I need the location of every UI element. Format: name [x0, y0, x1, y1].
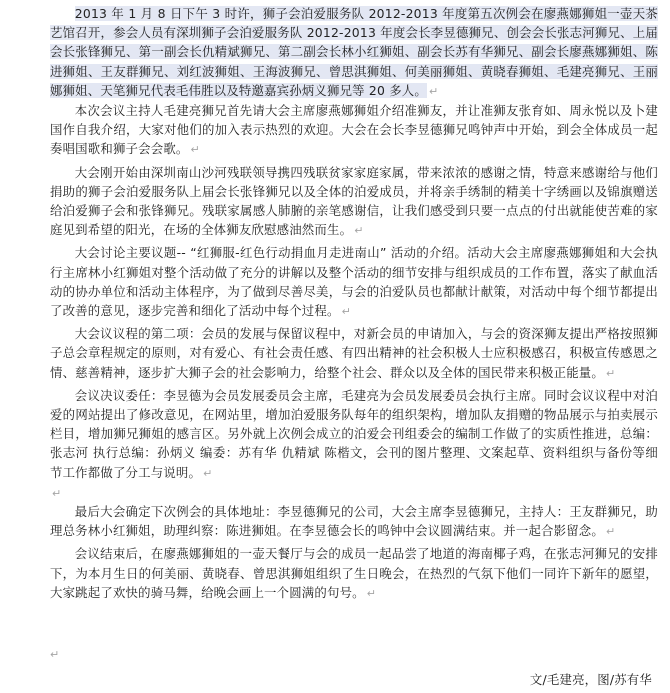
paragraph-resolutions	[50, 386, 658, 483]
paragraph-mark-icon: ↵	[190, 143, 200, 157]
paragraph-text: 会议结束后，在廖燕娜狮姐的一壶天餐厅与会的成员一起品尝了地道的海南椰子鸡，在张志河狮兄的安排下，为本月生日的何美丽、黄晓春、曾思淇狮姐组织了生日晚会，在热烈的气氛下他们一同许下新年的愿望，大家跳起了欢快的骑马舞，给晚会画上一个圆满的句号。	[50, 546, 658, 600]
highlighted-text: 2013 年 1 月 8 日下午 3 时许，狮子会泊爱服务队 2012-2013 年度第五次例会在廖燕娜狮姐一壶天茶艺馆召开，参会人员有深圳狮子会泊爱服务队 2012-2013 年度会长李昱德狮兄、创会会长张志河狮兄、上届会长张锋狮兄、第一副会长仇精斌狮兄、第二副会长林小红狮姐、副会长苏有华狮兄、副会长廖燕娜狮姐、陈进狮姐、王友群狮兄、刘红波狮姐、王海波狮兄、曾思淇狮姐、何美丽狮姐、黄晓春狮姐、毛建亮狮兄、王丽娜狮姐、天笔狮兄代表毛伟胜以及特邀嘉宾孙炳义狮兄等 20 多人。	[50, 6, 658, 98]
paragraph-second-item	[50, 324, 658, 383]
paragraph-meeting-intro	[50, 4, 658, 101]
paragraph-text: 最后大会确定下次例会的具体地址：李昱德狮兄的公司，大会主席李昱德狮兄，主持人：王友群狮兄，助理总务林小红狮姐，助理纠察：陈进狮姐。在李昱德会长的鸣钟中会议圆满结束。并一起合影留念。	[50, 504, 658, 539]
paragraph-text: 大会讨论主要议题-- “红狮服-红色行动捐血月走进南山” 活动的介绍。活动大会主席廖燕娜狮姐和大会执行主席林小红狮姐对整个活动做了充分的讲解以及整个活动的细节安排与组织成员的工作布置，落实了献血活动的协办单位和活动主体程序，为了做到尽善尽美，与会的泊爱队员也都献计献策，对活动中每个细节都提出了改善的意见，逐步完善和细化了活动中每个过程。	[50, 245, 658, 319]
paragraph-next-meeting	[50, 502, 658, 541]
paragraph-main-topic	[50, 243, 658, 321]
paragraph-text: 大会刚开始由深圳南山沙河残联领导携四残联贫家家庭家属，带来浓浓的感谢之情，特意来感谢给与他们捐助的狮子会泊爱服务队上届会长张锋狮兄以及全体的泊爱成员，并将亲手绣制的精美十字绣画以及锦旗赠送给泊爱狮子会和张锋狮兄。残联家属感人肺腑的亲笔感谢信，让我们感受到只要一点点的付出就能使苦难的家庭见到希望的阳光，在场的全体狮友欣慰感油然而生。	[50, 164, 658, 238]
paragraph-mark-icon: ↵	[354, 224, 364, 238]
paragraph-text: 本次会议主持人毛建亮狮兄首先请大会主席廖燕娜狮姐介绍准狮友，并让准狮友张育如、周永悦以及卜建国作自我介绍，大家对他们的加入表示热烈的欢迎。大会在会长李昱德狮兄鸣钟声中开始，到会全体成员一起奏唱国歌和狮子会会歌。	[50, 103, 658, 157]
paragraph-mark-icon: ↵	[50, 648, 60, 661]
paragraph-mark-icon: ↵	[606, 366, 616, 380]
paragraph-text: 会议决议委任：李昱德为会员发展委员会主席，毛建亮为会员发展委员会执行主席。同时会议议程中对泊爱的网站提出了修改意见，在网站里，增加泊爱服务队每年的组织架构，增加队友捐赠的物品展示与拍卖展示栏目，增加狮兄狮姐的感言区。另外就上次例会成立的泊爱会刊组委会的编制工作做了的实质性推进，总编：张志河 执行总编：孙炳义 编委：苏有华 仇精斌 陈楷文，会刊的图片整理、文案起草、资料组织与备份等细节工作都做了分工与说明。	[50, 387, 658, 480]
paragraph-mark-icon: ↵	[203, 466, 213, 480]
paragraph-after-meeting	[50, 544, 658, 603]
paragraph-mark-icon: ↵	[606, 525, 616, 539]
paragraph-mark-icon: ↵	[52, 486, 62, 500]
author-credit: 文/毛建亮，图/苏有华	[529, 672, 652, 687]
paragraph-thanks	[50, 163, 658, 241]
paragraph-host-intro	[50, 101, 658, 160]
paragraph-mark-icon: ↵	[366, 586, 377, 600]
paragraph-text: 大会议议程的第二项：会员的发展与保留议程中，对新会员的申请加入，与会的资深狮友提出严格按照狮子总会章程规定的原则，对有爱心、有社会责任感、有四出精神的社会积极人士应积极感召，积极宣传感恩之情、慈善精神，逐步扩大狮子会的社会影响力，给整个社会、群众以及全体的国民带来积极正能量。	[50, 326, 658, 380]
empty-paragraph	[50, 483, 658, 502]
paragraph-mark-icon: ↵	[341, 305, 352, 319]
paragraph-mark-icon: ↵	[428, 84, 439, 98]
